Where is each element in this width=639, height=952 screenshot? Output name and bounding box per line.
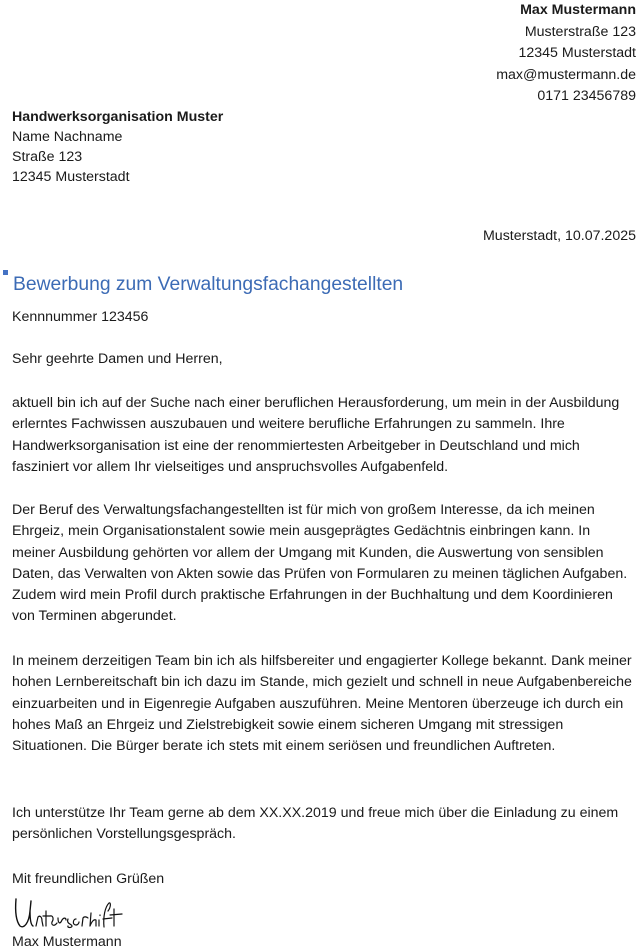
closing-phrase: Mit freundlichen Grüßen <box>12 871 165 887</box>
recipient-street: Straße 123 <box>12 149 83 165</box>
reference-number: Kennnummer 123456 <box>12 309 149 325</box>
letter-subject: Bewerbung zum Verwaltungsfachangestellten <box>13 274 404 295</box>
sender-name: Max Mustermann <box>520 2 636 18</box>
sender-phone: 0171 23456789 <box>537 88 636 104</box>
sender-email: max@mustermann.de <box>496 66 636 83</box>
signed-name: Max Mustermann <box>12 934 122 950</box>
body-paragraph: Der Beruf des Verwaltungsfachangestellten ist für mich von großem Interesse, da ich meinen Ehrgeiz, mein Organisationstalent sowie mein ausgeprägtes Gedächtnis einbringen kann. In meiner Ausbildung gehörten vor allem der Umgang mit Kunden, die Auswertung von sensiblen Daten, das Verwalten von Akten sowie das Prüfen von Formularen zu meinen täglichen Aufgaben. Zudem wird mein Profil durch praktische Erfahrungen in der Buchhaltung und dem Koordinieren von Terminen abgerundet. <box>12 502 628 625</box>
recipient-address-block <box>12 107 223 187</box>
body-paragraph: aktuell bin ich auf der Suche nach einer beruflichen Herausforderung, um mein in der Ausbildung erlerntes Fachwissen auszubauen und weitere berufliche Erfahrungen zu sammeln. Ihre Handwerksorganisation ist eine der renommiertesten Arbeitgeber in Deutschland und mich fasziniert vor allem Ihr vielseitiges und anspruchsvolles Aufgabenfeld. <box>12 395 620 475</box>
body-paragraph: In meinem derzeitigen Team bin ich als hilfsbereiter und engagierter Kollege bekannt. Dank meiner hohen Lernbereitschaft bin ich dazu im Stande, mich gezielt und schnell in neue Aufgabenbereiche einzuarbeiten und in Eigenregie Aufgaben auszuführen. Meine Mentoren überzeuge ich durch ein hohes Maß an Ehrgeiz und Zielstrebigkeit sowie einem sicheren Umgang mit stressigen Situationen. Die Bürger berate ich stets mit einem seriösen und freundlichen Auftreten. <box>12 653 632 755</box>
recipient-contact: Name Nachname <box>12 129 123 145</box>
sender-address-block <box>496 0 636 108</box>
recipient-organization: Handwerksorganisation Muster <box>12 109 224 125</box>
sender-street: Musterstraße 123 <box>524 23 636 40</box>
recipient-city: 12345 Musterstadt <box>12 169 130 185</box>
letter-date: Musterstadt, 10.07.2025 <box>482 228 636 244</box>
salutation: Sehr geehrte Damen und Herren, <box>12 351 223 367</box>
subject-marker <box>3 270 8 275</box>
body-paragraph: Ich unterstütze Ihr Team gerne ab dem XX.XX.2019 und freue mich über die Einladung zu einem persönlichen Vorstellungsgespräch. <box>12 805 619 843</box>
sender-city: 12345 Musterstadt <box>518 45 636 61</box>
handwritten-signature <box>12 893 132 933</box>
